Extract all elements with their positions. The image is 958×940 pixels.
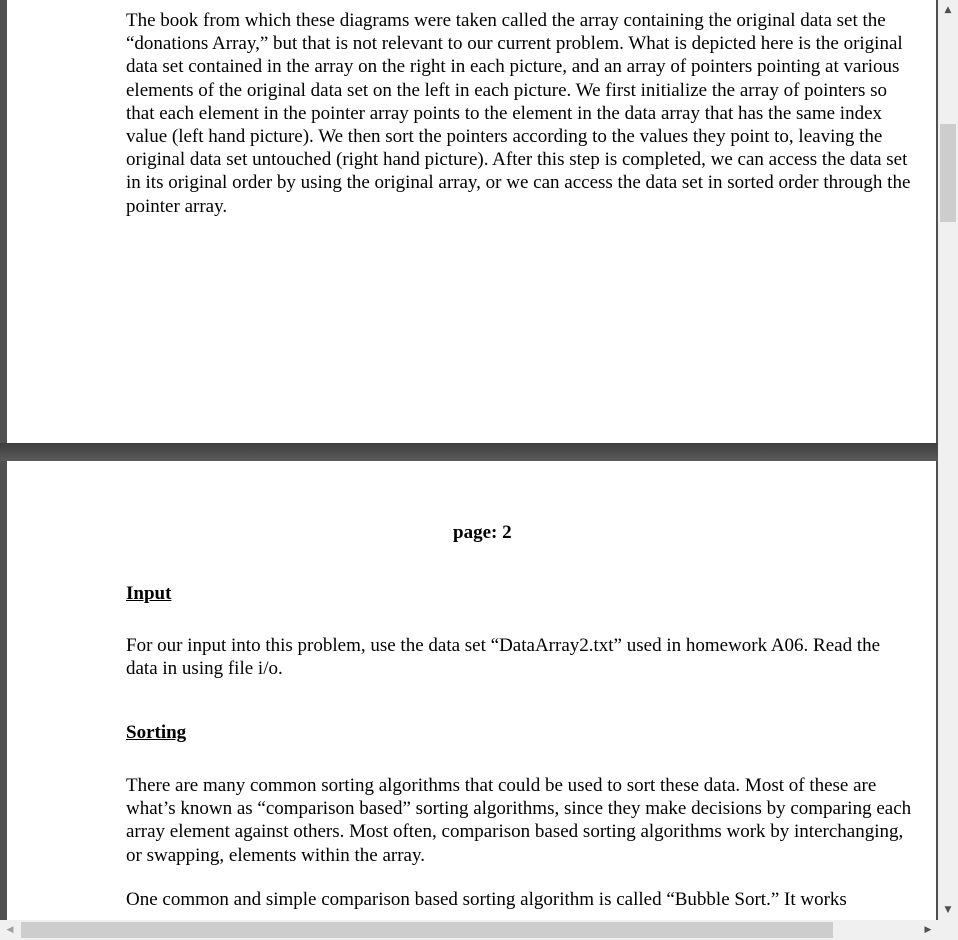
- scrollbar-corner: [938, 920, 958, 940]
- page-separator: [0, 443, 938, 461]
- page-number-label: page: 2: [453, 522, 512, 543]
- scroll-right-icon[interactable]: ▶: [924, 925, 932, 935]
- scroll-down-icon[interactable]: ▼: [944, 905, 952, 915]
- pointer-array-paragraph: The book from which these diagrams were taken called the array containing the original data set the “donations Array,” but that is not relevant to our current problem. What is depicted here is the original data set contained in the array on the right in each picture, and an array of pointers pointing at various elements of the original data set on the left in each picture. We first initialize the array of pointers so that each element in the pointer array points to the element in the data array that has the same index value (left hand picture). We then sort the pointers according to the values they point to, leaving the original data set untouched (right hand picture). After this step is completed, we can access the data set in its original order by using the original array, or we can access the data set in sorted order through the pointer array.: [126, 10, 911, 217]
- sorting-paragraph: There are many common sorting algorithms that could be used to sort these data. Most of these are what’s known as “comparison based” sorting algorithms, since they make decisions by comparing each array element against others. Most often, comparison based sorting algorithms work by interchanging, or swapping, elements within the array.: [126, 775, 912, 866]
- document-page-1: [7, 0, 936, 443]
- sorting-heading: Sorting: [126, 722, 187, 743]
- vertical-scroll-thumb[interactable]: [940, 124, 956, 222]
- input-paragraph: For our input into this problem, use the data set “DataArray2.txt” used in homework A06. Read the data in using file i/o.: [126, 635, 881, 680]
- horizontal-scrollbar[interactable]: [0, 920, 938, 940]
- horizontal-scroll-thumb[interactable]: [21, 922, 833, 938]
- input-heading: Input: [126, 583, 172, 604]
- document-page-2: [7, 461, 936, 920]
- bubble-sort-paragraph: One common and simple comparison based sorting algorithm is called “Bubble Sort.” It works: [126, 889, 847, 910]
- scroll-up-icon[interactable]: ▲: [944, 5, 952, 15]
- scroll-left-icon[interactable]: ◀: [6, 925, 14, 935]
- vertical-scrollbar[interactable]: [938, 0, 958, 920]
